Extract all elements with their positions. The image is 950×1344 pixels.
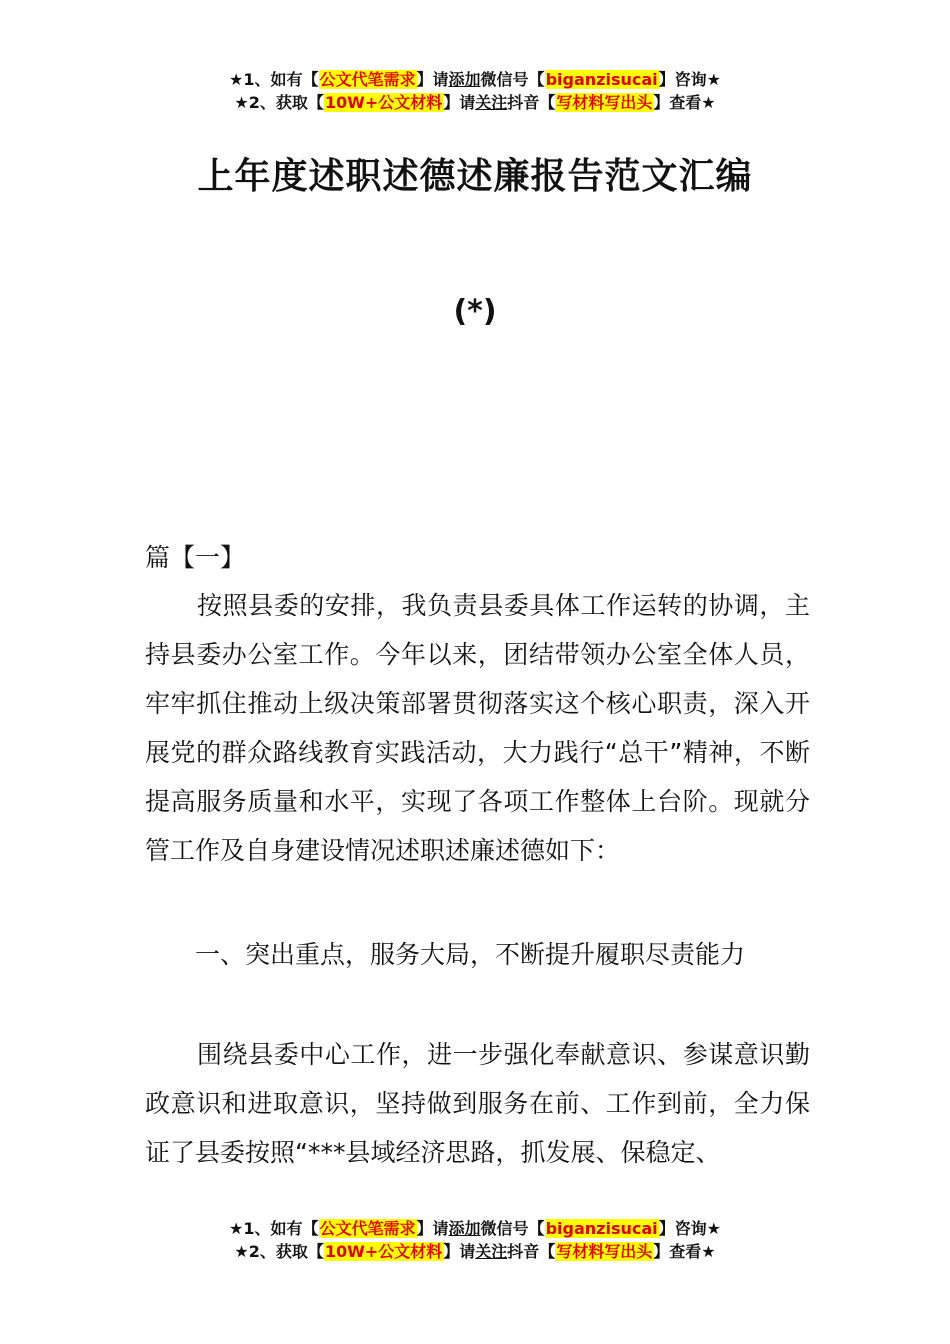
document-subtitle: (*) bbox=[453, 294, 497, 329]
section-label: 篇【一】 bbox=[145, 543, 246, 572]
highlight-text: biganzisucai bbox=[545, 70, 658, 89]
paragraph-1: 按照县委的安排，我负责县委具体工作运转的协调，主持县委办公室工作。今年以来，团结带领办公室全体人员，牢牢抓住推动上级决策部署贯彻落实这个核心职责，深入开展党的群众路线教育实践活动，大力践行“总干”精神，不断提高服务质量和水平，实现了各项工作整体上台阶。现就分管工作及自身建设情况述职述廉述德如下： bbox=[145, 591, 810, 865]
highlight-text: 10W+公文材料 bbox=[324, 1242, 443, 1261]
highlight-text: biganzisucai bbox=[545, 1219, 658, 1238]
promo-line-1: ★1、如有【公文代笔需求】请添加微信号【biganzisucai】咨询★ bbox=[229, 70, 721, 89]
promo-line-2: ★2、获取【10W+公文材料】请关注抖音【写材料写出头】查看★ bbox=[234, 1242, 716, 1261]
highlight-text: 10W+公文材料 bbox=[324, 93, 443, 112]
promo-line-2: ★2、获取【10W+公文材料】请关注抖音【写材料写出头】查看★ bbox=[234, 93, 716, 112]
section-heading-1: 一、突出重点，服务大局，不断提升履职尽责能力 bbox=[195, 940, 746, 969]
highlight-text: 公文代笔需求 bbox=[319, 1219, 416, 1238]
highlight-text: 写材料写出头 bbox=[556, 93, 653, 112]
document-title: 上年度述职述德述廉报告范文汇编 bbox=[197, 156, 753, 197]
promo-banner-bottom bbox=[0, 1217, 950, 1263]
paragraph-2: 围绕县委中心工作，进一步强化奉献意识、参谋意识勤政意识和进取意识，坚持做到服务在前、工作到前，全力保证了县委按照“***县域经济思路，抓发展、保稳定、 bbox=[145, 1040, 810, 1167]
promo-banner-top bbox=[0, 68, 950, 114]
promo-line-1: ★1、如有【公文代笔需求】请添加微信号【biganzisucai】咨询★ bbox=[229, 1219, 721, 1238]
highlight-text: 公文代笔需求 bbox=[319, 70, 416, 89]
highlight-text: 写材料写出头 bbox=[556, 1242, 653, 1261]
